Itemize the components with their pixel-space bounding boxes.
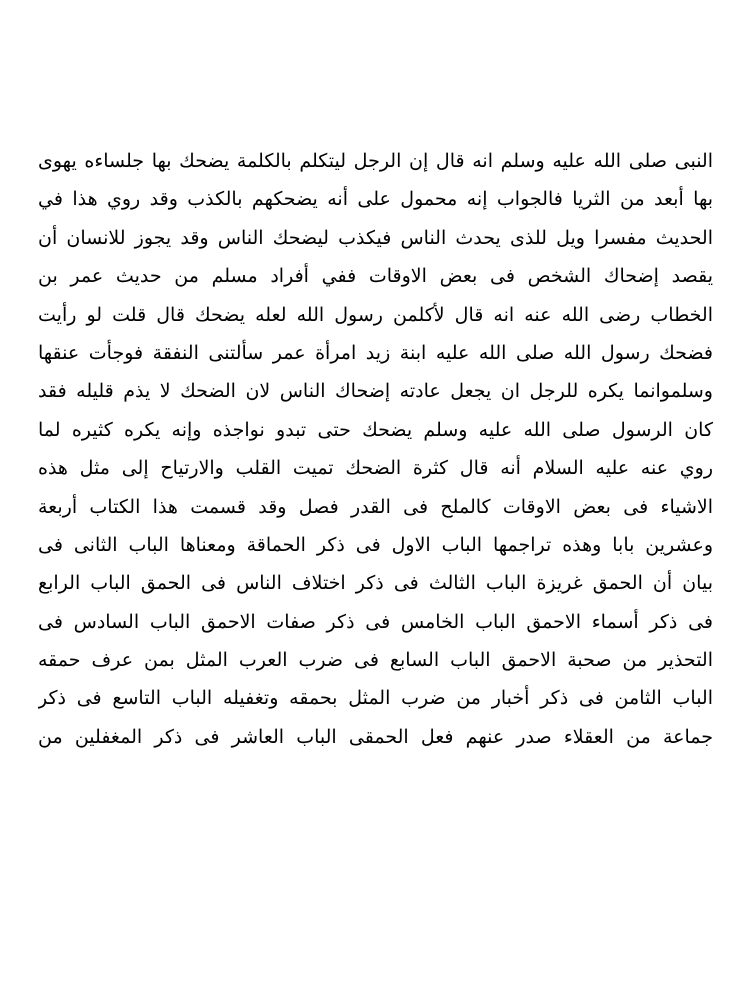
text-line-15: الباب الثامن فى ذكر أخبار من ضرب المثل بحمقه وتغفيله الباب التاسع فى ذكر [38,687,713,710]
text-line-4: يقصد إضحاك الشخص فى بعض الاوقات ففي أفراد مسلم من حديث عمر بن [38,265,713,288]
text-line-5: الخطاب رضى الله عنه انه قال لأكلمن رسول الله لعله يضحك قال قلت لو رأيت [38,303,713,326]
text-line-9: روي عنه عليه السلام أنه قال كثرة الضحك تميت القلب والارتياح إلى مثل هذه [38,457,713,480]
arabic-text-block [38,142,713,756]
text-line-7: وسلموانما يكره للرجل ان يجعل عادته إضحاك الناس لان الضحك لا يذم قليله فقد [38,380,713,403]
text-line-1: النبى صلى الله عليه وسلم انه قال إن الرجل ليتكلم بالكلمة يضحك بها جلساءه يهوى [38,150,713,172]
text-line-10: الاشياء فى بعض الاوقات كالملح فى القدر فصل وقد قسمت هذا الكتاب أربعة [38,495,713,518]
text-line-8: كان الرسول صلى الله عليه وسلم يضحك حتى تبدو نواجذه وإنه يكره كثيره لما [38,418,713,441]
text-line-12: بيان أن الحمق غريزة الباب الثالث فى ذكر اختلاف الناس فى الحمق الباب الرابع [38,572,713,595]
text-line-16: جماعة من العقلاء صدر عنهم فعل الحمقى الباب العاشر فى ذكر المغفلين من [38,725,713,748]
text-line-3: الحديث مفسرا ويل للذى يحدث الناس فيكذب ليضحك الناس وقد يجوز للانسان أن [38,226,713,249]
text-line-11: وعشرين بابا وهذه تراجمها الباب الاول فى ذكر الحماقة ومعناها الباب الثانى فى [38,533,713,556]
text-line-13: فى ذكر أسماء الاحمق الباب الخامس فى ذكر صفات الاحمق الباب السادس فى [38,610,713,633]
text-line-2: بها أبعد من الثريا فالجواب إنه محمول على أنه يضحكهم بالكذب وقد روي هذا في [38,188,713,211]
text-line-14: التحذير من صحبة الاحمق الباب السابع فى ضرب العرب المثل بمن عرف حمقه [38,649,713,672]
text-line-6: فضحك رسول الله صلى الله عليه ابنة زيد امرأة عمر سألتنى النفقة فوجأت عنقها [38,341,713,364]
